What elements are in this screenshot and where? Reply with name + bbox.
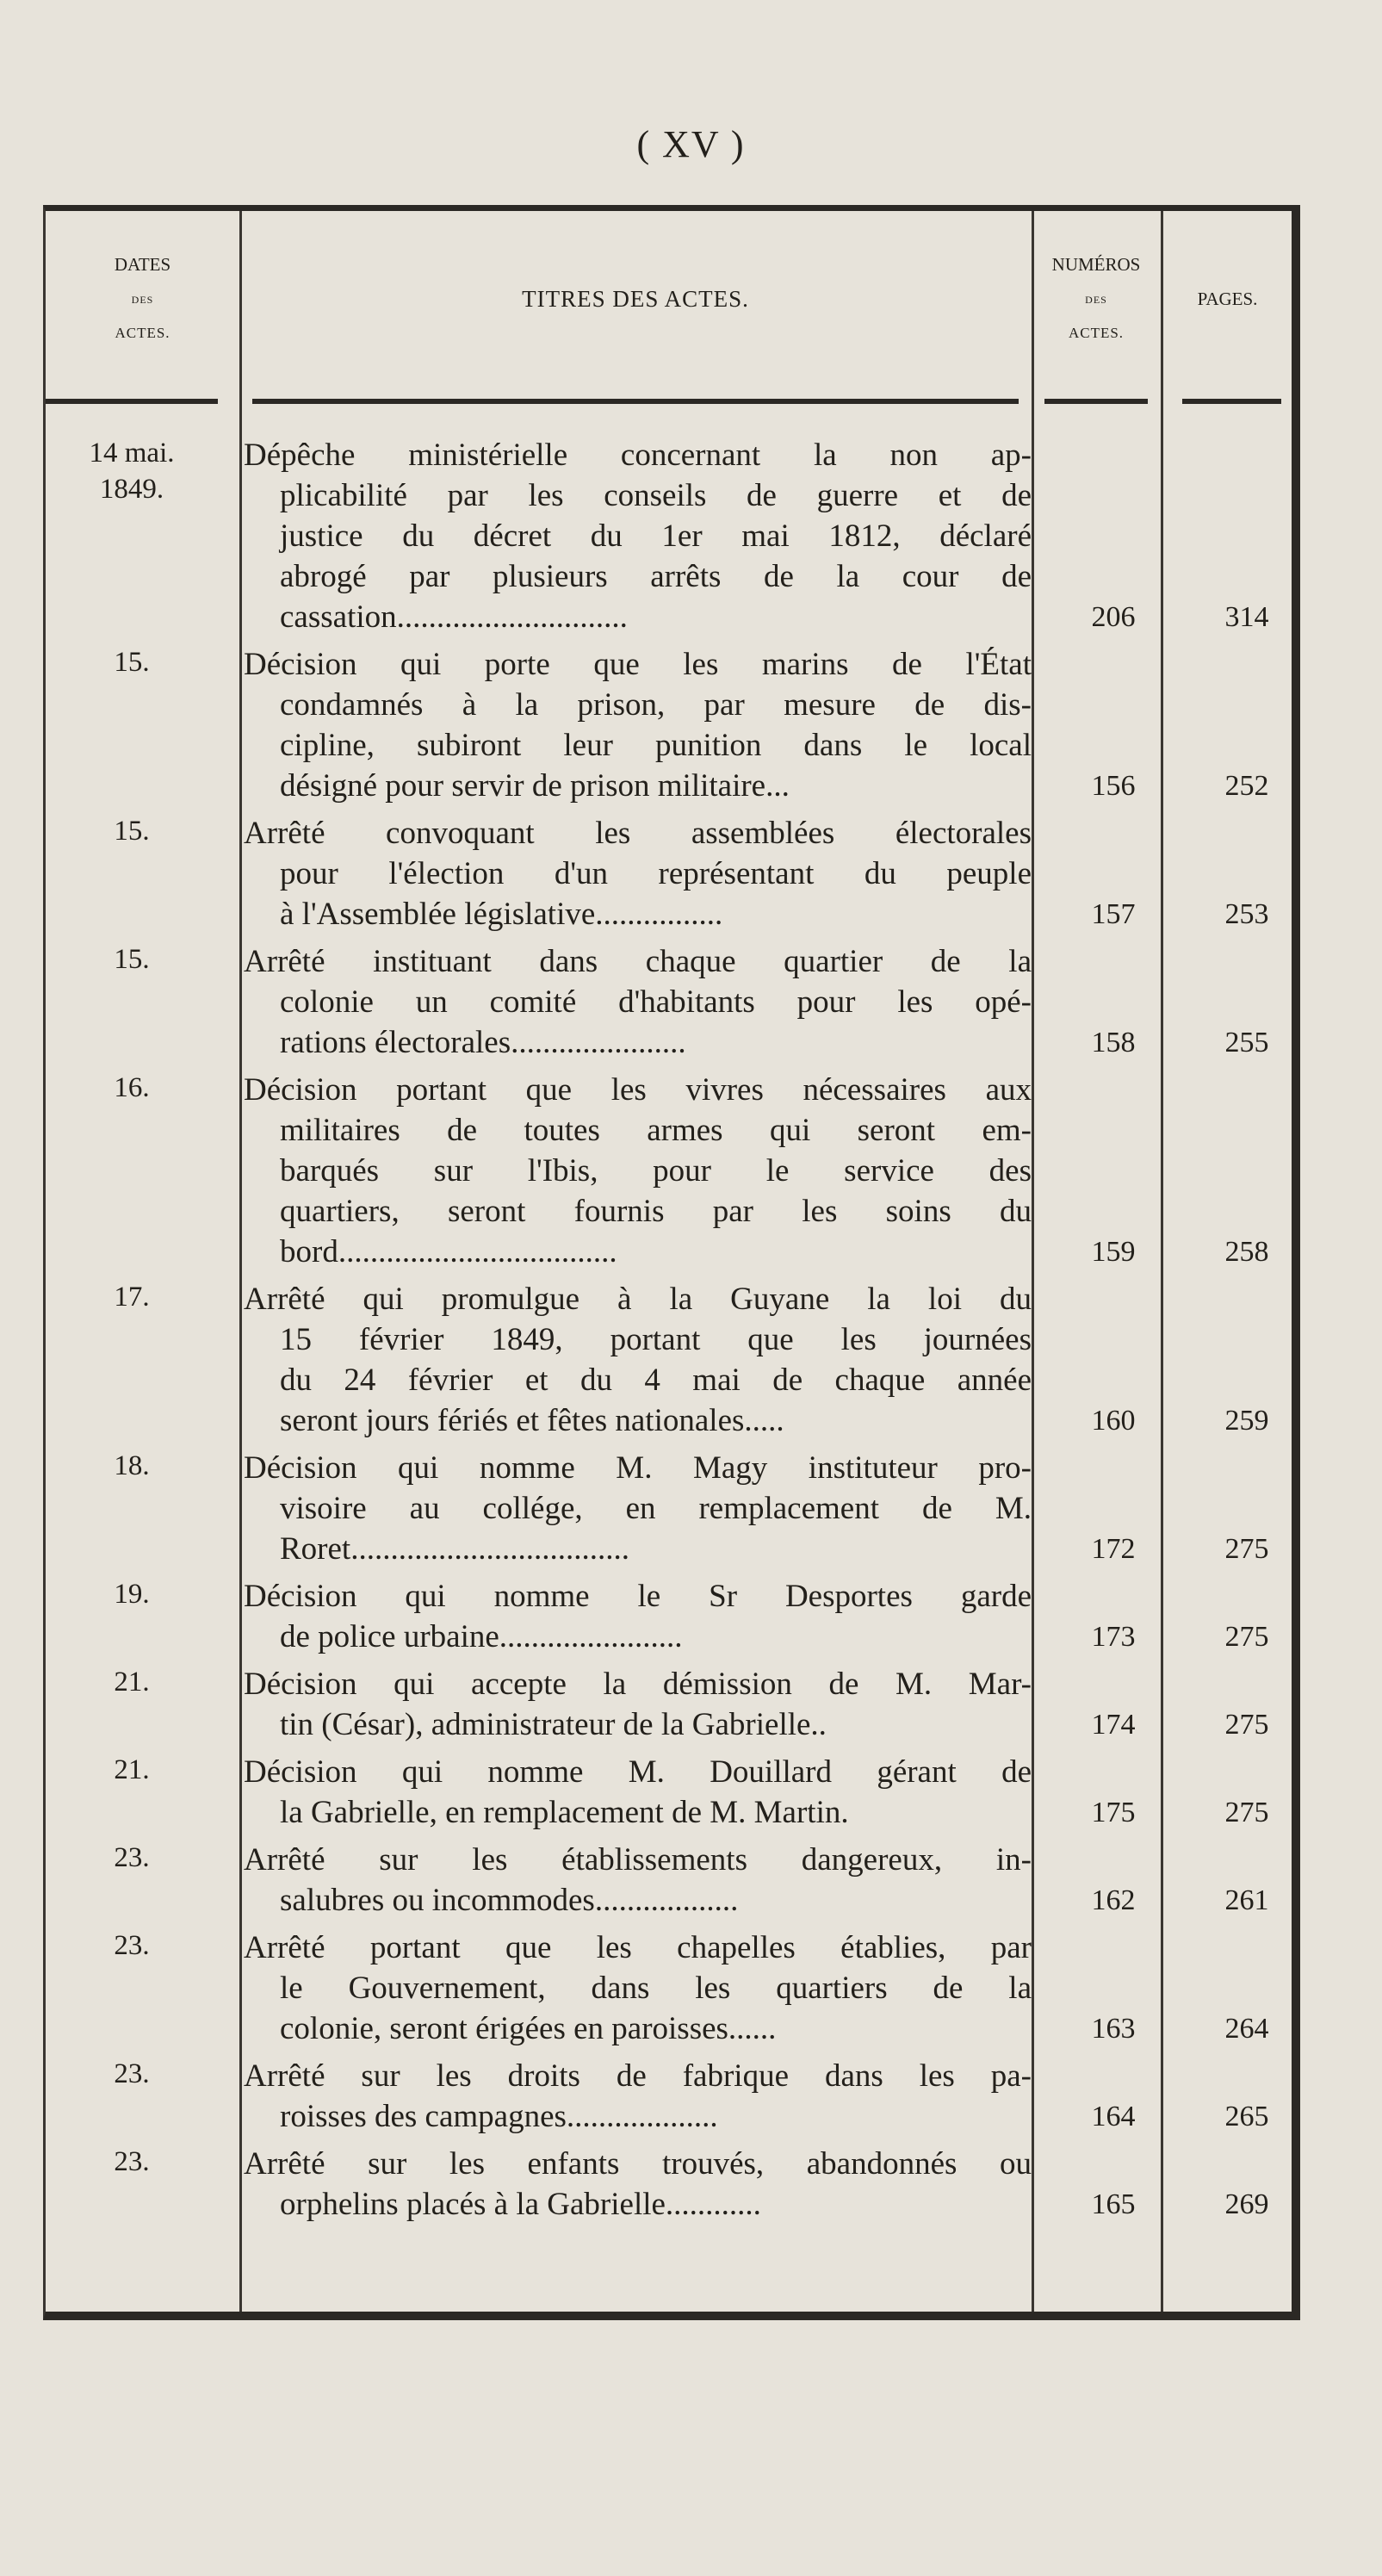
row-title-line: Arrêté convoquant les assemblées électorales [244, 816, 1032, 851]
row-title-line: salubres ou incommodes.................. [280, 1883, 739, 1918]
row-title-line: justice du décret du 1er mai 1812, déclaré [280, 518, 1032, 554]
row-page: 275 [1224, 1797, 1269, 1828]
row-title-line: Arrêté sur les enfants trouvés, abandonnés ou [244, 2146, 1032, 2182]
row-title [244, 1752, 1032, 1833]
row-title-line: rations électorales...................... [280, 1025, 686, 1060]
row-numero: 173 [1091, 1621, 1136, 1653]
row-title-line: Arrêté instituant dans chaque quartier de la [244, 944, 1032, 979]
row-title-line: bord................................... [280, 1234, 617, 1269]
row-title [244, 1664, 1032, 1745]
row-title-line: abrogé par plusieurs arrêts de la cour de [280, 559, 1032, 594]
header-dates-line: ACTES. [115, 325, 170, 341]
row-title-line: Arrêté qui promulgue à la Guyane la loi du [244, 1282, 1032, 1317]
row-title-line: plicabilité par les conseils de guerre et de [280, 478, 1032, 513]
row-numero: 165 [1091, 2188, 1136, 2220]
row-title-line: le Gouvernement, dans les quartiers de la [280, 1971, 1032, 2006]
header-dates-line: DATES [114, 254, 171, 275]
header-rule [1182, 399, 1281, 404]
row-title-line: orphelins placés à la Gabrielle............ [280, 2187, 761, 2222]
row-title [244, 1279, 1032, 1441]
row-page: 259 [1224, 1405, 1269, 1437]
row-numero: 158 [1091, 1027, 1136, 1058]
row-page: 252 [1224, 770, 1269, 802]
row-date [46, 2056, 218, 2092]
row-page: 258 [1224, 1236, 1269, 1268]
row-date-line: 17. [114, 1282, 150, 1313]
row-date [46, 1664, 218, 1700]
row-numero: 159 [1091, 1236, 1136, 1268]
row-numero: 172 [1091, 1533, 1136, 1565]
row-title [244, 1070, 1032, 1272]
row-title-line: militaires de toutes armes qui seront em- [280, 1113, 1032, 1148]
row-title-line: colonie, seront érigées en paroisses...... [280, 2011, 777, 2046]
row-date [46, 644, 218, 680]
row-title-line: Arrêté sur les établissements dangereux, in- [244, 1842, 1032, 1878]
row-date [46, 1448, 218, 1484]
row-title-line: roisses des campagnes................... [280, 2099, 718, 2134]
row-date-line: 18. [114, 1450, 150, 1481]
row-title-line: visoire au collége, en remplacement de M. [280, 1491, 1032, 1526]
page-header: ( XV ) [636, 123, 746, 165]
row-date-line: 15. [114, 816, 150, 847]
row-date [46, 1070, 218, 1106]
row-title-line: Décision qui nomme le Sr Desportes garde [244, 1579, 1032, 1614]
row-numero: 162 [1091, 1884, 1136, 1916]
row-page: 264 [1224, 2013, 1269, 2045]
row-title-line: Dépêche ministérielle concernant la non ap- [244, 438, 1032, 473]
row-title-line: Décision qui nomme M. Douillard gérant de [244, 1754, 1032, 1790]
row-page: 275 [1224, 1621, 1269, 1653]
row-numero: 163 [1091, 2013, 1136, 2045]
row-title [244, 1448, 1032, 1569]
row-date [46, 1927, 218, 1964]
row-title-line: désigné pour servir de prison militaire... [280, 768, 790, 804]
row-title [244, 435, 1032, 637]
row-date [46, 2144, 218, 2180]
row-page: 265 [1224, 2101, 1269, 2132]
header-numeros-line: des [1085, 290, 1107, 307]
row-date [46, 941, 218, 978]
row-title [244, 2056, 1032, 2137]
row-title-line: condamnés à la prison, par mesure de dis- [280, 687, 1032, 723]
row-page: 314 [1224, 601, 1269, 633]
row-date-line: 15. [114, 647, 150, 678]
row-title-line: la Gabrielle, en remplacement de M. Martin. [280, 1795, 849, 1830]
row-title-line: Décision portant que les vivres nécessaires aux [244, 1072, 1032, 1108]
header-numeros-line: ACTES. [1068, 325, 1125, 341]
row-page: 253 [1224, 898, 1269, 930]
row-title-line: Décision qui porte que les marins de l'État [244, 647, 1032, 682]
row-title-line: Roret................................... [280, 1531, 629, 1567]
row-title-line: seront jours fériés et fêtes nationales..... [280, 1403, 784, 1438]
acts-table [43, 205, 1300, 2320]
row-numero: 157 [1091, 898, 1136, 930]
row-date-line: 23. [114, 1842, 150, 1873]
row-date [46, 435, 218, 507]
row-numero: 175 [1091, 1797, 1136, 1828]
row-page: 269 [1224, 2188, 1269, 2220]
row-numero: 174 [1091, 1709, 1136, 1741]
header-titres [239, 282, 1032, 316]
row-page: 255 [1224, 1027, 1269, 1058]
row-title-line: quartiers, seront fournis par les soins du [280, 1194, 1032, 1229]
row-title [244, 1840, 1032, 1921]
row-title-line: 15 février 1849, portant que les journées [280, 1322, 1032, 1357]
row-page: 275 [1224, 1533, 1269, 1565]
row-title [244, 941, 1032, 1063]
header-dates [46, 247, 239, 351]
header-pages [1161, 282, 1294, 316]
row-title [244, 644, 1032, 806]
row-date-line: 21. [114, 1754, 150, 1785]
header-rule [252, 399, 1019, 404]
row-numero: 164 [1091, 2101, 1136, 2132]
row-title [244, 1576, 1032, 1657]
row-date [46, 813, 218, 849]
row-title-line: Décision qui nomme M. Magy instituteur pro- [244, 1450, 1032, 1486]
row-title [244, 1927, 1032, 2049]
row-date-line: 15. [114, 944, 150, 975]
row-title-line: cipline, subiront leur punition dans le local [280, 728, 1032, 763]
row-date-line: 1849. [99, 474, 164, 505]
row-date [46, 1576, 218, 1612]
row-date-line: 16. [114, 1072, 150, 1103]
row-title-line: Arrêté portant que les chapelles établies, par [244, 1930, 1032, 1965]
row-title [244, 813, 1032, 934]
row-date-line: 21. [114, 1667, 150, 1698]
row-page: 261 [1224, 1884, 1269, 1916]
row-date-line: 19. [114, 1579, 150, 1610]
row-date [46, 1752, 218, 1788]
row-title [244, 2144, 1032, 2225]
table-body [46, 435, 1292, 2312]
row-date [46, 1279, 218, 1315]
header-dates-line: des [131, 290, 154, 307]
row-title-line: du 24 février et du 4 mai de chaque année [280, 1362, 1032, 1398]
header-titres-label: TITRES DES ACTES. [522, 286, 749, 312]
header-rule [46, 399, 218, 404]
row-title-line: tin (César), administrateur de la Gabrielle.. [280, 1707, 827, 1742]
header-rule [1044, 399, 1148, 404]
header-numeros-line: NUMÉROS [1051, 254, 1141, 275]
row-page: 275 [1224, 1709, 1269, 1741]
header-numeros [1032, 247, 1161, 351]
row-date-line: 23. [114, 2058, 150, 2089]
row-date [46, 1840, 218, 1876]
row-numero: 160 [1091, 1405, 1136, 1437]
row-title-line: barqués sur l'Ibis, pour le service des [280, 1153, 1032, 1189]
row-date-line: 23. [114, 1930, 150, 1961]
row-title-line: pour l'élection d'un représentant du peuple [280, 856, 1032, 891]
row-title-line: Arrêté sur les droits de fabrique dans les pa- [244, 2058, 1032, 2094]
header-pages-label: PAGES. [1197, 289, 1258, 309]
row-date-line: 14 mai. [89, 438, 175, 469]
row-numero: 156 [1091, 770, 1136, 802]
row-title-line: de police urbaine....................... [280, 1619, 683, 1654]
row-title-line: Décision qui accepte la démission de M. Mar- [244, 1667, 1032, 1702]
row-date-line: 23. [114, 2146, 150, 2177]
row-title-line: cassation............................. [280, 599, 628, 635]
row-numero: 206 [1091, 601, 1136, 633]
row-title-line: à l'Assemblée législative................ [280, 897, 723, 932]
row-title-line: colonie un comité d'habitants pour les opé- [280, 984, 1032, 1020]
